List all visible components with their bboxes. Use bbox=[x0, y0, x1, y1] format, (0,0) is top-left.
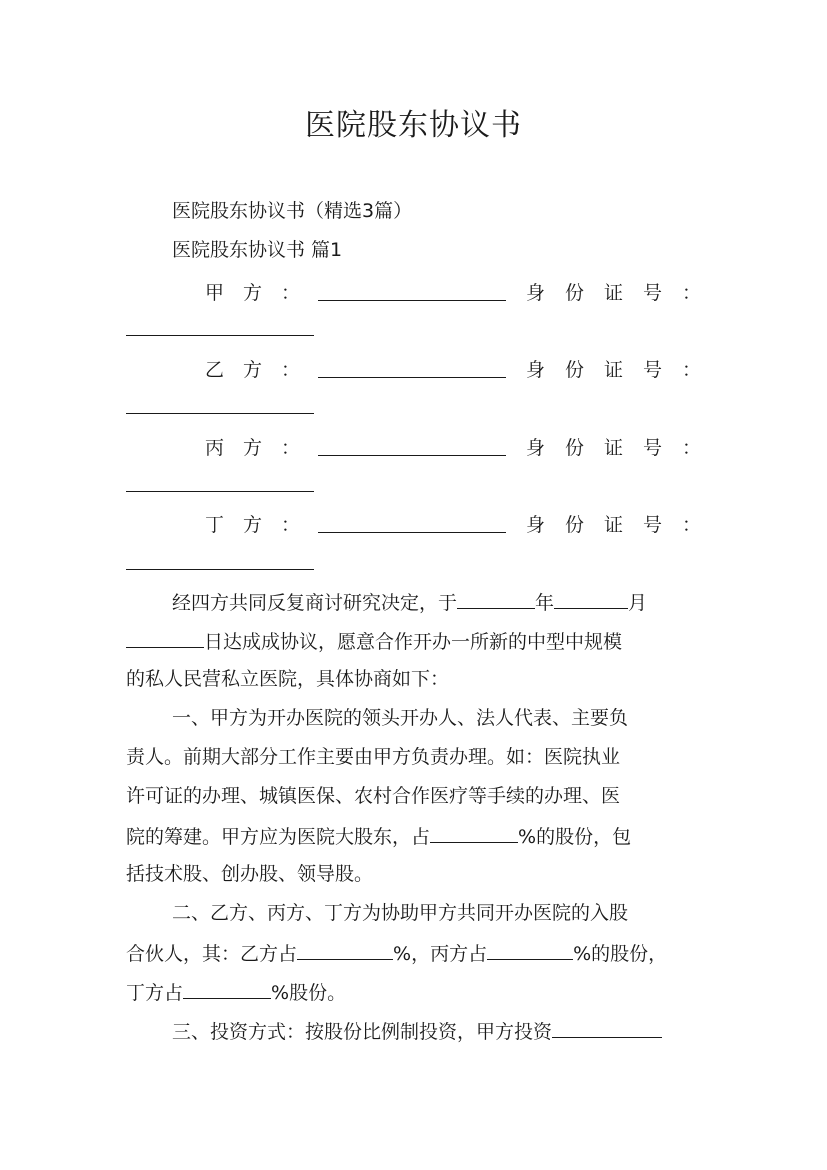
investment-blank bbox=[552, 1017, 662, 1038]
paragraph-line bbox=[126, 939, 667, 967]
share-blank bbox=[183, 978, 271, 999]
paragraph-line: 许可证的办理、城镇医保、农村合作医疗等手续的办理、医 bbox=[126, 785, 621, 807]
text-run: %，丙方占 bbox=[393, 943, 488, 965]
id-char: 证 bbox=[604, 514, 624, 536]
text-run: 合伙人，其：乙方占 bbox=[126, 943, 298, 965]
id-char: 份 bbox=[565, 359, 585, 381]
document-subtitle: 医院股东协议书（精选3篇） bbox=[172, 200, 413, 222]
id-char: 份 bbox=[565, 437, 585, 459]
id-char: 身 bbox=[526, 359, 546, 381]
name-blank bbox=[318, 278, 506, 301]
id-char: 身 bbox=[526, 514, 546, 536]
id-blank bbox=[126, 412, 314, 414]
paragraph-line: 的私人民营私立医院，具体协商如下： bbox=[126, 668, 450, 690]
id-char: 号 bbox=[643, 514, 663, 536]
party-name-char: 丙 bbox=[205, 437, 225, 459]
name-blank bbox=[318, 510, 506, 533]
share-blank bbox=[297, 939, 393, 960]
party-name-char: 丁 bbox=[205, 514, 225, 536]
id-char: 号 bbox=[643, 359, 663, 381]
paragraph-line: 括技术股、创办股、领导股。 bbox=[126, 863, 374, 885]
party-row-yi bbox=[0, 355, 827, 385]
year-blank bbox=[457, 588, 535, 609]
party-name-char: 方 bbox=[243, 359, 263, 381]
id-char: ： bbox=[682, 359, 702, 381]
text-run: 月 bbox=[628, 592, 648, 614]
text-run: 年 bbox=[535, 592, 555, 614]
text-run: %的股份， bbox=[573, 943, 668, 965]
paragraph-line: 责人。前期大部分工作主要由甲方负责办理。如：医院执业 bbox=[126, 746, 621, 768]
paragraph-line: 二、乙方、丙方、丁方为协助甲方共同开办医院的入股 bbox=[172, 902, 629, 924]
party-row-bing bbox=[0, 433, 827, 463]
id-char: 证 bbox=[604, 359, 624, 381]
text-run: 三、投资方式：按股份比例制投资，甲方投资 bbox=[172, 1021, 553, 1043]
id-blank bbox=[126, 334, 314, 336]
paragraph-line: 一、甲方为开办医院的领头开办人、法人代表、主要负 bbox=[172, 707, 629, 729]
id-char: 身 bbox=[526, 437, 546, 459]
party-name-char: 甲 bbox=[205, 282, 225, 304]
party-name-char: 乙 bbox=[205, 359, 225, 381]
name-blank bbox=[318, 433, 506, 456]
id-char: 号 bbox=[643, 437, 663, 459]
party-colon: ： bbox=[281, 514, 301, 536]
id-char: 证 bbox=[604, 437, 624, 459]
text-run: 日达成成协议，愿意合作开办一所新的中型中规模 bbox=[204, 631, 623, 653]
text-run: %的股份，包 bbox=[518, 826, 632, 848]
name-blank bbox=[318, 355, 506, 378]
text-run: %股份。 bbox=[271, 982, 347, 1004]
text-run: 院的筹建。甲方应为医院大股东，占 bbox=[126, 826, 431, 848]
id-char: ： bbox=[682, 437, 702, 459]
id-char: 份 bbox=[565, 282, 585, 304]
text-run: 丁方占 bbox=[126, 982, 184, 1004]
id-char: 号 bbox=[643, 282, 663, 304]
month-blank bbox=[554, 588, 628, 609]
id-blank bbox=[126, 568, 314, 570]
paragraph-line bbox=[126, 627, 622, 655]
id-char: 身 bbox=[526, 282, 546, 304]
share-blank bbox=[487, 939, 573, 960]
party-colon: ： bbox=[281, 437, 301, 459]
paragraph-line bbox=[172, 588, 647, 616]
party-colon: ： bbox=[281, 282, 301, 304]
document-title: 医院股东协议书 bbox=[305, 108, 522, 143]
party-name-char: 方 bbox=[243, 282, 263, 304]
day-blank bbox=[126, 627, 204, 648]
id-char: 份 bbox=[565, 514, 585, 536]
paragraph-line bbox=[172, 1017, 662, 1045]
id-char: ： bbox=[682, 282, 702, 304]
paragraph-line bbox=[126, 822, 631, 850]
paragraph-line bbox=[126, 978, 346, 1006]
share-blank bbox=[430, 822, 518, 843]
party-colon: ： bbox=[281, 359, 301, 381]
party-name-char: 方 bbox=[243, 437, 263, 459]
party-row-jia bbox=[0, 278, 827, 308]
section-heading: 医院股东协议书 篇1 bbox=[172, 239, 343, 261]
party-row-ding bbox=[0, 510, 827, 540]
text-run: 经四方共同反复商讨研究决定，于 bbox=[172, 592, 458, 614]
id-blank bbox=[126, 490, 314, 492]
party-name-char: 方 bbox=[243, 514, 263, 536]
id-char: ： bbox=[682, 514, 702, 536]
id-char: 证 bbox=[604, 282, 624, 304]
